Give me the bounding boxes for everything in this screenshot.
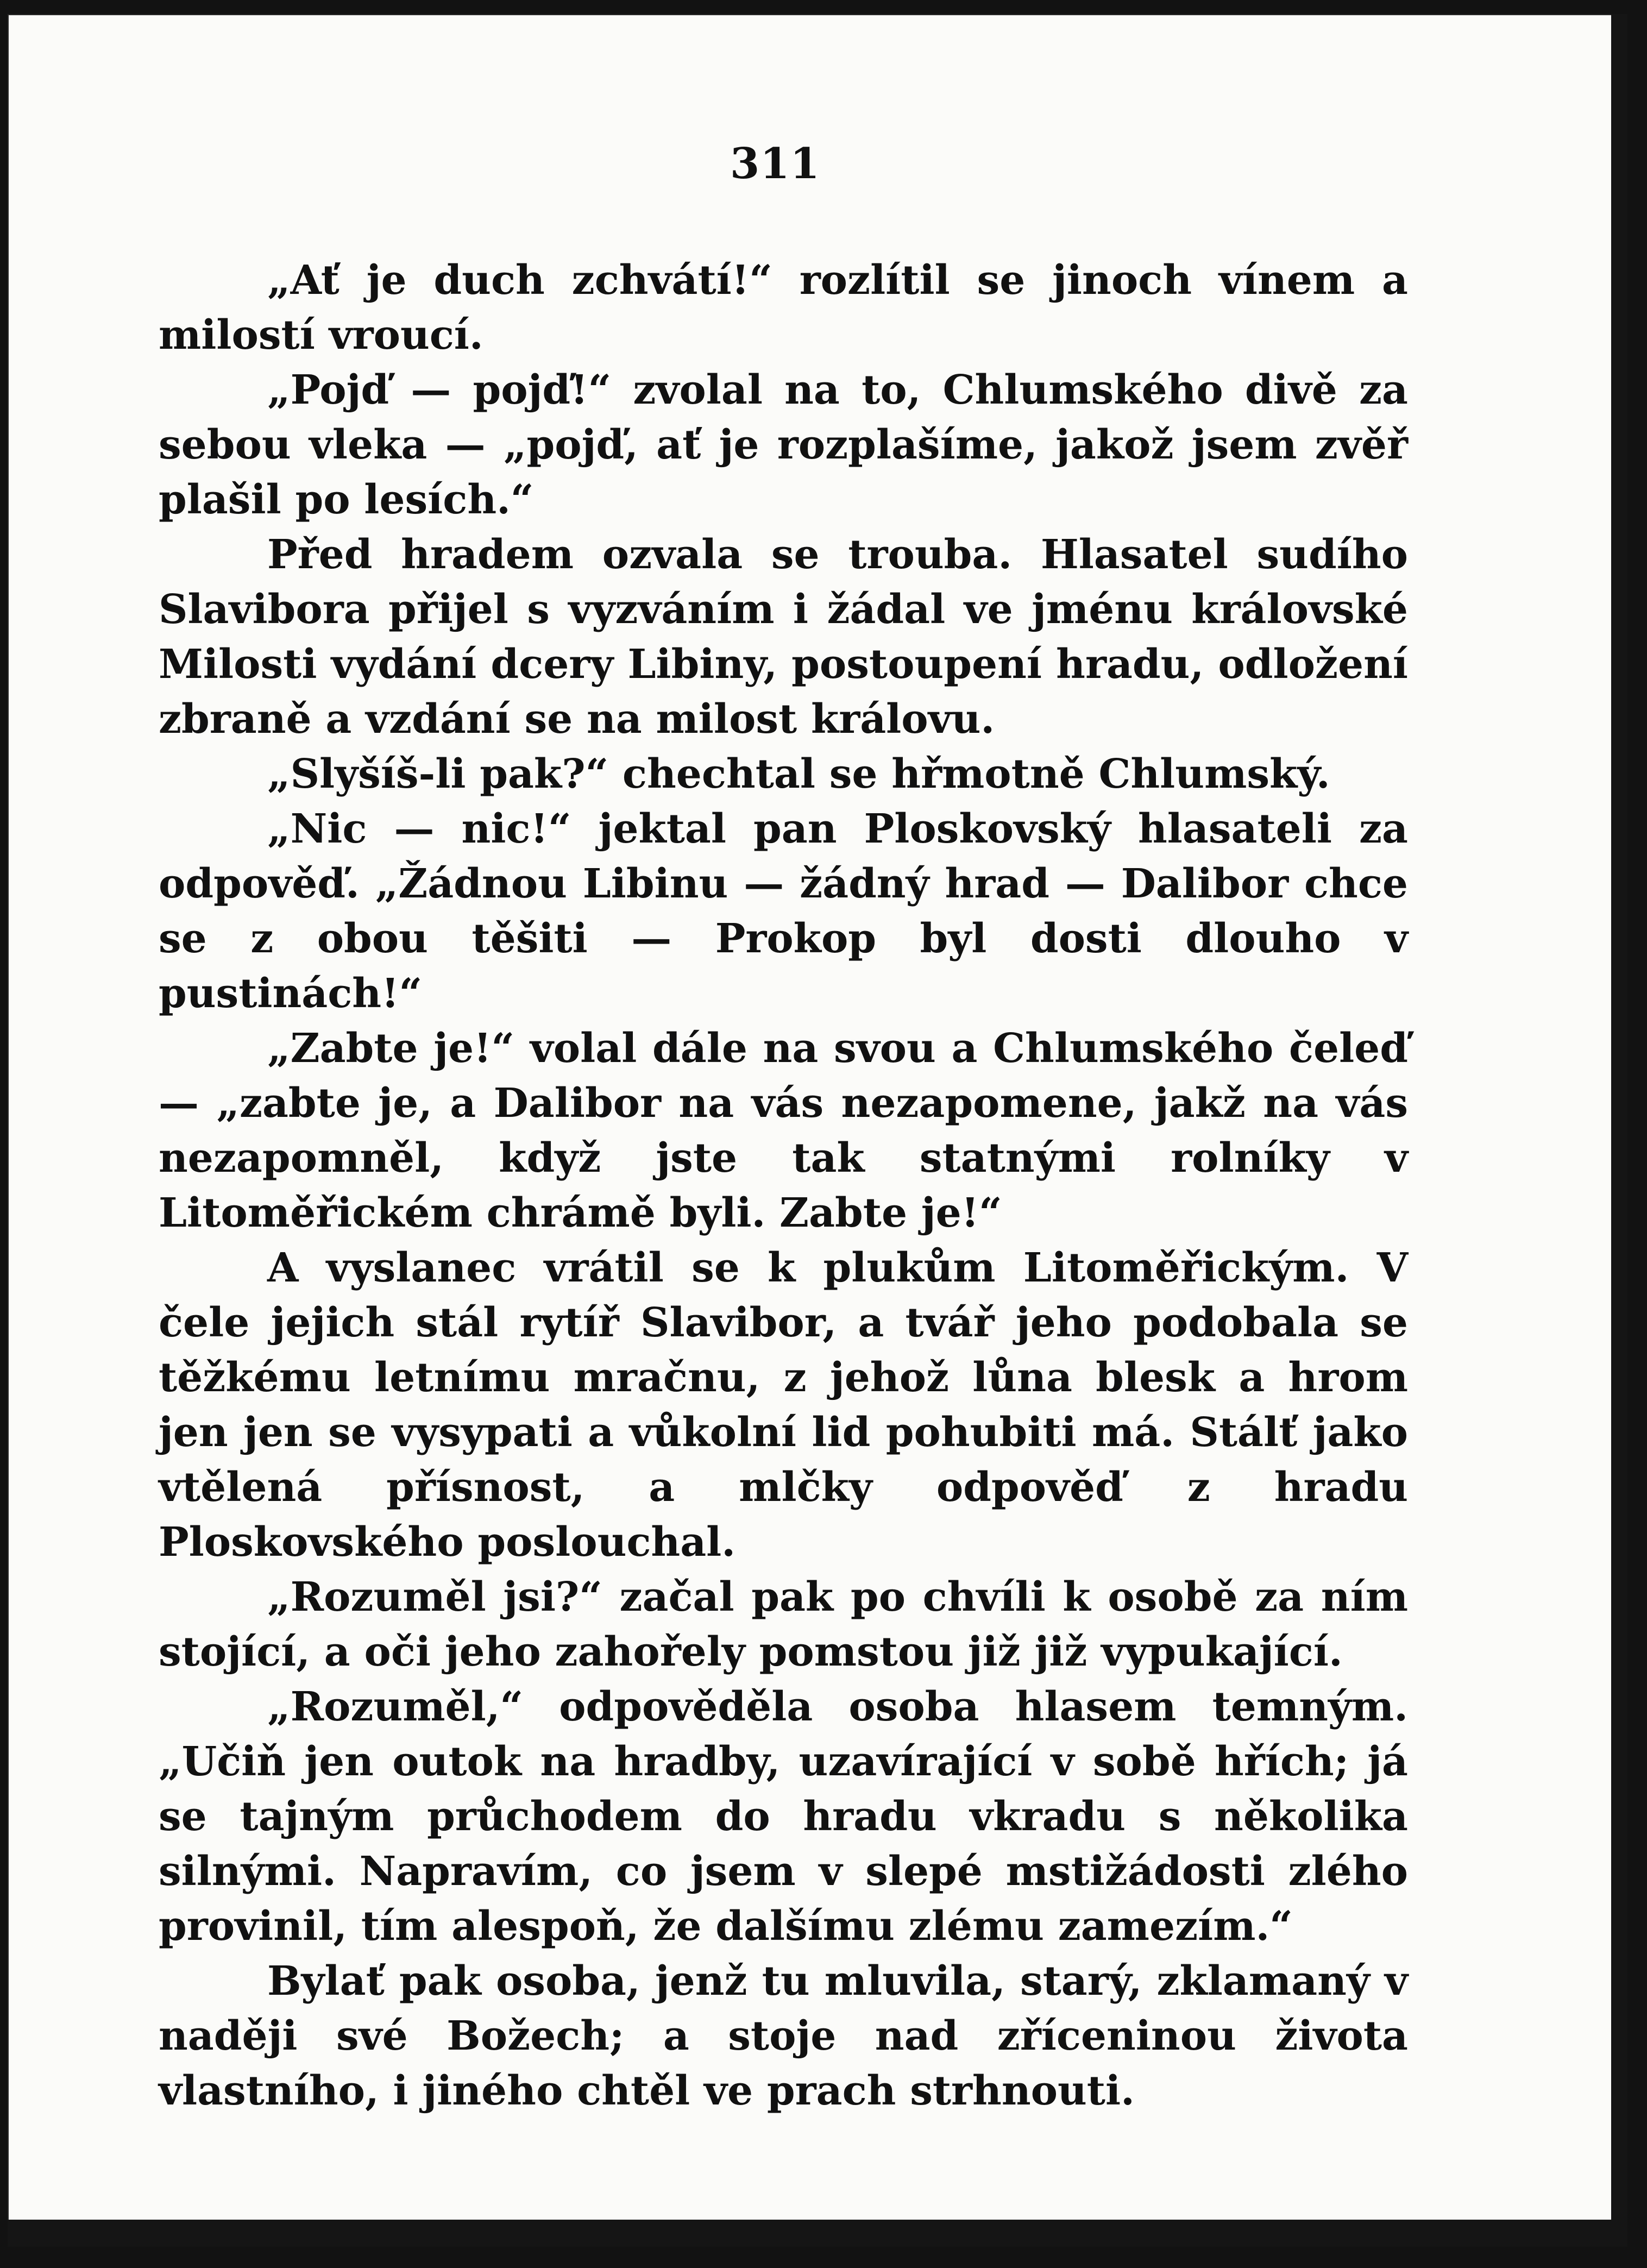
paragraph: „Ať je duch zchvátí!“ rozlítil se jinoch vínem a milostí vroucí. [159, 257, 1408, 359]
paragraph: „Rozuměl jsi?“ začal pak po chvíli k osobě za ním stojící, a oči jeho zahořely pomstou již již vypukající. [159, 1574, 1408, 1675]
paragraph: „Pojď — pojď!“ zvolal na to, Chlumského divě za sebou vleka — „pojď, ať je rozplašíme, jakož jsem zvěř plašil po lesích.“ [159, 367, 1408, 523]
paragraph: A vyslanec vrátil se k plukům Litoměřickým. V čele jejich stál rytíř Slavibor, a tvář jeho podobala se těžkému letnímu mračnu, z jehož lůna blesk a hrom jen jen se vysypati a vůkolní lid pohubiti má. Stálť jako vtělená přísnost, a mlčky odpověď z hradu Ploskovského poslouchal. [159, 1245, 1408, 1566]
paragraph: Před hradem ozvala se trouba. Hlasatel sudího Slavibora přijel s vyzváním i žádal ve jménu královské Milosti vydání dcery Libiny, postoupení hradu, odložení zbraně a vzdání se na milost královu. [159, 531, 1408, 743]
book-page [8, 14, 1627, 2247]
paragraph: „Zabte je!“ volal dále na svou a Chlumského čeleď — „zabte je, a Dalibor na vás nezapomene, jakž na vás nezapomněl, když jste tak statnými rolníky v Litoměřickém chrámě byli. Zabte je!“ [159, 1025, 1408, 1236]
paragraph: „Slyšíš-li pak?“ chechtal se hřmotně Chlumský. [267, 751, 1330, 797]
paragraph: Bylať pak osoba, jenž tu mluvila, starý, zklamaný v naději své Božech; a stoje nad zříceninou života vlastního, i jiného chtěl ve prach strhnouti. [159, 1958, 1408, 2114]
page-bottom-shadow [8, 2220, 1627, 2247]
page-text [159, 253, 1408, 2119]
page-right-shadow [1611, 14, 1627, 2247]
paragraph: „Nic — nic!“ jektal pan Ploskovský hlasateli za odpověď. „Žádnou Libinu — žádný hrad — Dalibor chce se z obou těšiti — Prokop byl dosti dlouho v pustinách!“ [159, 806, 1408, 1017]
paragraph: „Rozuměl,“ odpověděla osoba hlasem temným. „Učiň jen outok na hradby, uzavírající v sobě hřích; já se tajným průchodem do hradu vkradu s několika silnými. Napravím, co jsem v slepé mstižádosti zlého provinil, tím alespoň, že dalšímu zlému zamezím.“ [159, 1683, 1408, 1950]
page-number: 311 [730, 139, 820, 189]
